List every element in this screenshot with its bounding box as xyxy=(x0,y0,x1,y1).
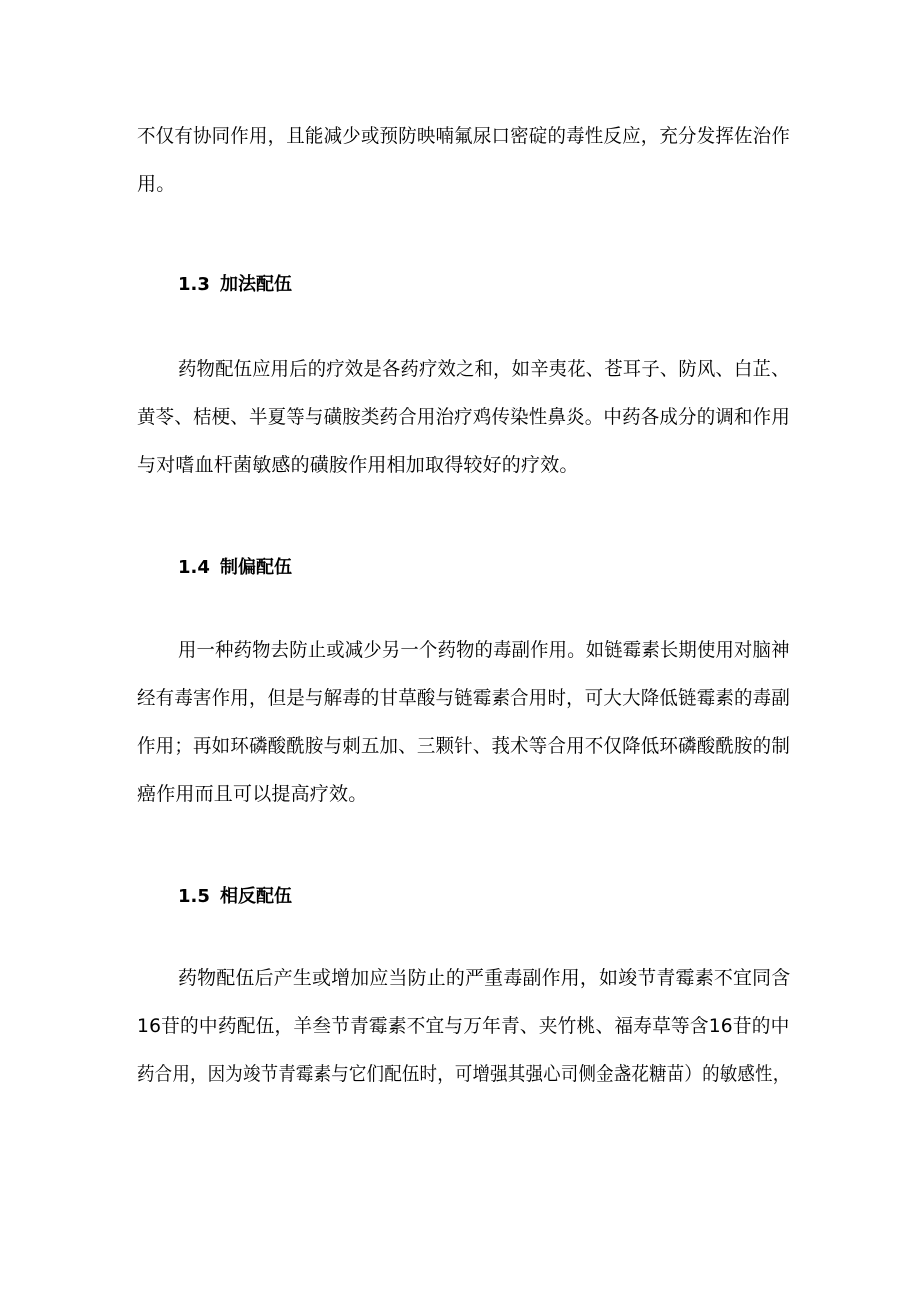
section-heading-1-5 xyxy=(178,885,292,909)
paragraph-line: 16苷的中药配伍，羊叁节青霉素不宜与万年青、夹竹桃、福寿草等含16苷的中 xyxy=(137,1015,790,1037)
paragraph-line: 黄苓、桔梗、半夏等与磺胺类药合用治疗鸡传染性鼻炎。中药各成分的调和作用 xyxy=(137,406,790,428)
paragraph-line: 癌作用而且可以提高疗效。 xyxy=(137,783,368,805)
paragraph-line: 药合用，因为竣节青霉素与它们配伍时，可增强其强心司侧金盏花糖苗）的敏感性， xyxy=(137,1063,791,1085)
paragraph-line: 用。 xyxy=(137,173,176,195)
paragraph-line: 药物配伍后产生或增加应当防止的严重毒副作用，如竣节青霉素不宜同含 xyxy=(178,967,791,989)
paragraph-line: 经有毒害作用，但是与解毒的甘草酸与链霉素合用时，可大大降低链霉素的毒副 xyxy=(137,687,790,709)
paragraph-line: 作用；再如环磷酸酰胺与刺五加、三颗针、莪术等合用不仅降低环磷酸酰胺的制 xyxy=(137,735,790,757)
section-title: 制偏配伍 xyxy=(220,557,292,578)
section-heading-1-4 xyxy=(178,556,292,580)
paragraph-line: 药物配伍应用后的疗效是各药疗效之和，如辛夷花、苍耳子、防风、白芷、 xyxy=(178,358,790,380)
paragraph-line: 不仅有协同作用，且能减少或预防映喃氟尿口密碇的毒性反应，充分发挥佐治作 xyxy=(137,125,790,147)
section-title: 加法配伍 xyxy=(220,274,292,295)
section-number: 1.4 xyxy=(178,557,210,578)
paragraph-line: 与对嗜血杆菌敏感的磺胺作用相加取得较好的疗效。 xyxy=(137,454,579,476)
section-number: 1.5 xyxy=(178,886,210,907)
paragraph-line: 用一种药物去防止或减少另一个药物的毒副作用。如链霉素长期使用对脑神 xyxy=(178,639,790,661)
section-number: 1.3 xyxy=(178,274,210,295)
section-title: 相反配伍 xyxy=(220,886,292,907)
section-heading-1-3 xyxy=(178,273,292,297)
